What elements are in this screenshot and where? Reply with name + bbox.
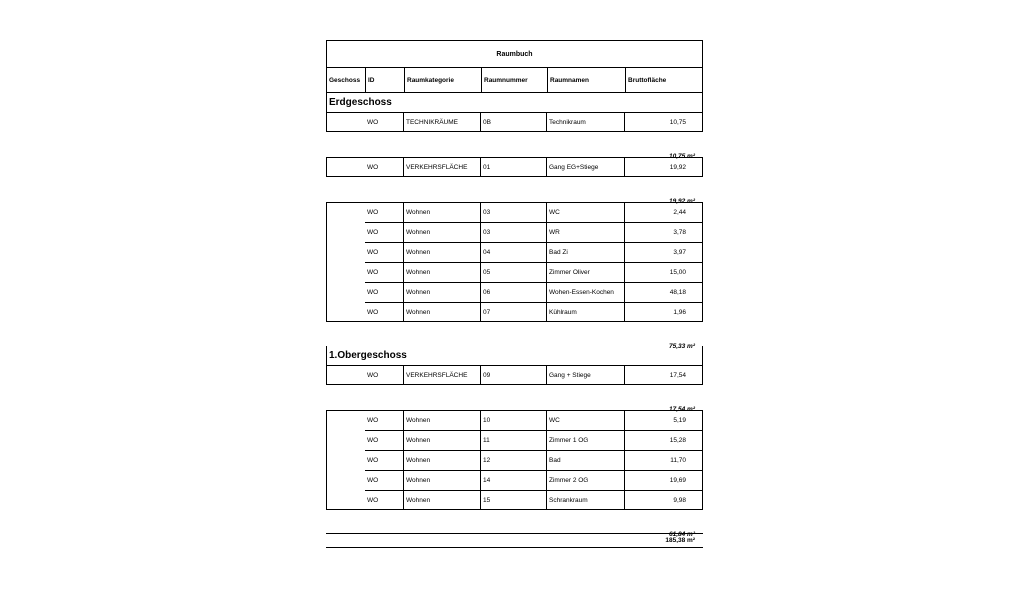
header-column-divider bbox=[365, 67, 366, 92]
cell-id: WO bbox=[365, 282, 404, 302]
table-row bbox=[326, 222, 703, 242]
floor-heading bbox=[326, 346, 703, 366]
cell-raumkategorie: Wohnen bbox=[404, 490, 481, 510]
total-rule-bottom bbox=[326, 547, 703, 548]
cell-bruttoflaeche: 10,75 bbox=[625, 112, 703, 132]
cell-raumnummer: 03 bbox=[481, 222, 547, 242]
cell-raumkategorie: Wohnen bbox=[404, 410, 481, 430]
cell-bruttoflaeche: 19,92 bbox=[625, 157, 703, 177]
table-row bbox=[326, 262, 703, 282]
cell-id: WO bbox=[365, 202, 404, 222]
group-subtotal: 75,33 m² bbox=[668, 343, 695, 350]
cell-raumnummer: 0B bbox=[481, 112, 547, 132]
cell-id: WO bbox=[365, 302, 404, 322]
cell-raumname: Zimmer 1 OG bbox=[547, 430, 625, 450]
cell-raumname: Wohen-Essen-Kochen bbox=[547, 282, 625, 302]
col-raumnamen-header: Raumnamen bbox=[550, 77, 590, 84]
cell-raumname: Kühlraum bbox=[547, 302, 625, 322]
cell-raumnummer: 01 bbox=[481, 157, 547, 177]
cell-bruttoflaeche: 17,54 bbox=[625, 365, 703, 385]
table-header bbox=[326, 40, 703, 93]
cell-raumkategorie: Wohnen bbox=[404, 202, 481, 222]
table-row bbox=[326, 112, 703, 132]
cell-raumname: WC bbox=[547, 202, 625, 222]
cell-bruttoflaeche: 9,98 bbox=[625, 490, 703, 510]
table-row bbox=[326, 202, 703, 222]
cell-raumname: Gang EG+Stiege bbox=[547, 157, 625, 177]
cell-raumnummer: 06 bbox=[481, 282, 547, 302]
cell-id: WO bbox=[365, 262, 404, 282]
cell-raumnummer: 05 bbox=[481, 262, 547, 282]
header-column-divider bbox=[625, 67, 626, 92]
cell-raumkategorie: Wohnen bbox=[404, 470, 481, 490]
cell-raumname: Zimmer Oliver bbox=[547, 262, 625, 282]
cell-raumname: Schrankraum bbox=[547, 490, 625, 510]
header-column-divider bbox=[547, 67, 548, 92]
table-row bbox=[326, 302, 703, 322]
cell-raumnummer: 15 bbox=[481, 490, 547, 510]
cell-raumname: WR bbox=[547, 222, 625, 242]
cell-raumname: WC bbox=[547, 410, 625, 430]
cell-raumkategorie: Wohnen bbox=[404, 430, 481, 450]
cell-raumname: Zimmer 2 OG bbox=[547, 470, 625, 490]
group-subtotal: 61,84 m² bbox=[668, 531, 695, 538]
cell-id: WO bbox=[365, 470, 404, 490]
cell-bruttoflaeche: 19,69 bbox=[625, 470, 703, 490]
cell-bruttoflaeche: 11,70 bbox=[625, 450, 703, 470]
cell-raumkategorie: Wohnen bbox=[404, 282, 481, 302]
header-separator bbox=[327, 67, 702, 68]
cell-raumnummer: 10 bbox=[481, 410, 547, 430]
cell-raumkategorie: VERKEHRSFLÄCHE bbox=[404, 365, 481, 385]
table-row bbox=[326, 430, 703, 450]
cell-raumnummer: 09 bbox=[481, 365, 547, 385]
cell-id: WO bbox=[365, 430, 404, 450]
table-row bbox=[326, 157, 703, 177]
cell-bruttoflaeche: 3,97 bbox=[625, 242, 703, 262]
cell-raumname: Bad Zi bbox=[547, 242, 625, 262]
cell-bruttoflaeche: 3,78 bbox=[625, 222, 703, 242]
cell-id: WO bbox=[365, 222, 404, 242]
col-raumnummer-header: Raumnummer bbox=[484, 77, 528, 84]
cell-raumnummer: 03 bbox=[481, 202, 547, 222]
cell-raumkategorie: Wohnen bbox=[404, 262, 481, 282]
cell-id: WO bbox=[365, 365, 404, 385]
col-bruttoflaeche-header: Bruttofläche bbox=[628, 77, 667, 84]
cell-raumnummer: 12 bbox=[481, 450, 547, 470]
cell-raumname: Technikraum bbox=[547, 112, 625, 132]
grand-total: 185,38 m² bbox=[665, 537, 695, 544]
cell-raumname: Bad bbox=[547, 450, 625, 470]
table-row bbox=[326, 490, 703, 510]
col-geschoss-header: Geschoss bbox=[329, 77, 361, 84]
group-subtotal: 17,54 m² bbox=[668, 406, 695, 413]
cell-raumnummer: 14 bbox=[481, 470, 547, 490]
table-title: Raumbuch bbox=[496, 51, 533, 58]
header-column-divider bbox=[404, 67, 405, 92]
cell-id: WO bbox=[365, 157, 404, 177]
col-raumkategorie-header: Raumkategorie bbox=[407, 77, 454, 84]
table-row bbox=[326, 282, 703, 302]
floor-heading bbox=[326, 93, 703, 113]
group-subtotal: 19,92 m² bbox=[668, 198, 695, 205]
cell-bruttoflaeche: 1,96 bbox=[625, 302, 703, 322]
cell-bruttoflaeche: 48,18 bbox=[625, 282, 703, 302]
col-id-header: ID bbox=[368, 77, 375, 84]
cell-id: WO bbox=[365, 112, 404, 132]
cell-bruttoflaeche: 5,19 bbox=[625, 410, 703, 430]
cell-raumkategorie: Wohnen bbox=[404, 302, 481, 322]
table-row bbox=[326, 450, 703, 470]
floor-name: Erdgeschoss bbox=[329, 97, 392, 108]
table-row bbox=[326, 242, 703, 262]
table-row bbox=[326, 470, 703, 490]
cell-raumkategorie: Wohnen bbox=[404, 242, 481, 262]
group-subtotal: 10,75 m² bbox=[668, 153, 695, 160]
floor-name: 1.Obergeschoss bbox=[329, 350, 407, 361]
cell-bruttoflaeche: 15,28 bbox=[625, 430, 703, 450]
total-rule-top bbox=[326, 533, 703, 534]
cell-raumnummer: 11 bbox=[481, 430, 547, 450]
cell-id: WO bbox=[365, 410, 404, 430]
cell-bruttoflaeche: 15,00 bbox=[625, 262, 703, 282]
cell-id: WO bbox=[365, 450, 404, 470]
cell-id: WO bbox=[365, 490, 404, 510]
cell-raumkategorie: Wohnen bbox=[404, 450, 481, 470]
table-row bbox=[326, 410, 703, 430]
cell-raumname: Gang + Stiege bbox=[547, 365, 625, 385]
cell-raumkategorie: Wohnen bbox=[404, 222, 481, 242]
cell-bruttoflaeche: 2,44 bbox=[625, 202, 703, 222]
cell-raumkategorie: VERKEHRSFLÄCHE bbox=[404, 157, 481, 177]
cell-id: WO bbox=[365, 242, 404, 262]
cell-raumkategorie: TECHNIKRÄUME bbox=[404, 112, 481, 132]
table-row bbox=[326, 365, 703, 385]
cell-raumnummer: 04 bbox=[481, 242, 547, 262]
header-column-divider bbox=[481, 67, 482, 92]
cell-raumnummer: 07 bbox=[481, 302, 547, 322]
